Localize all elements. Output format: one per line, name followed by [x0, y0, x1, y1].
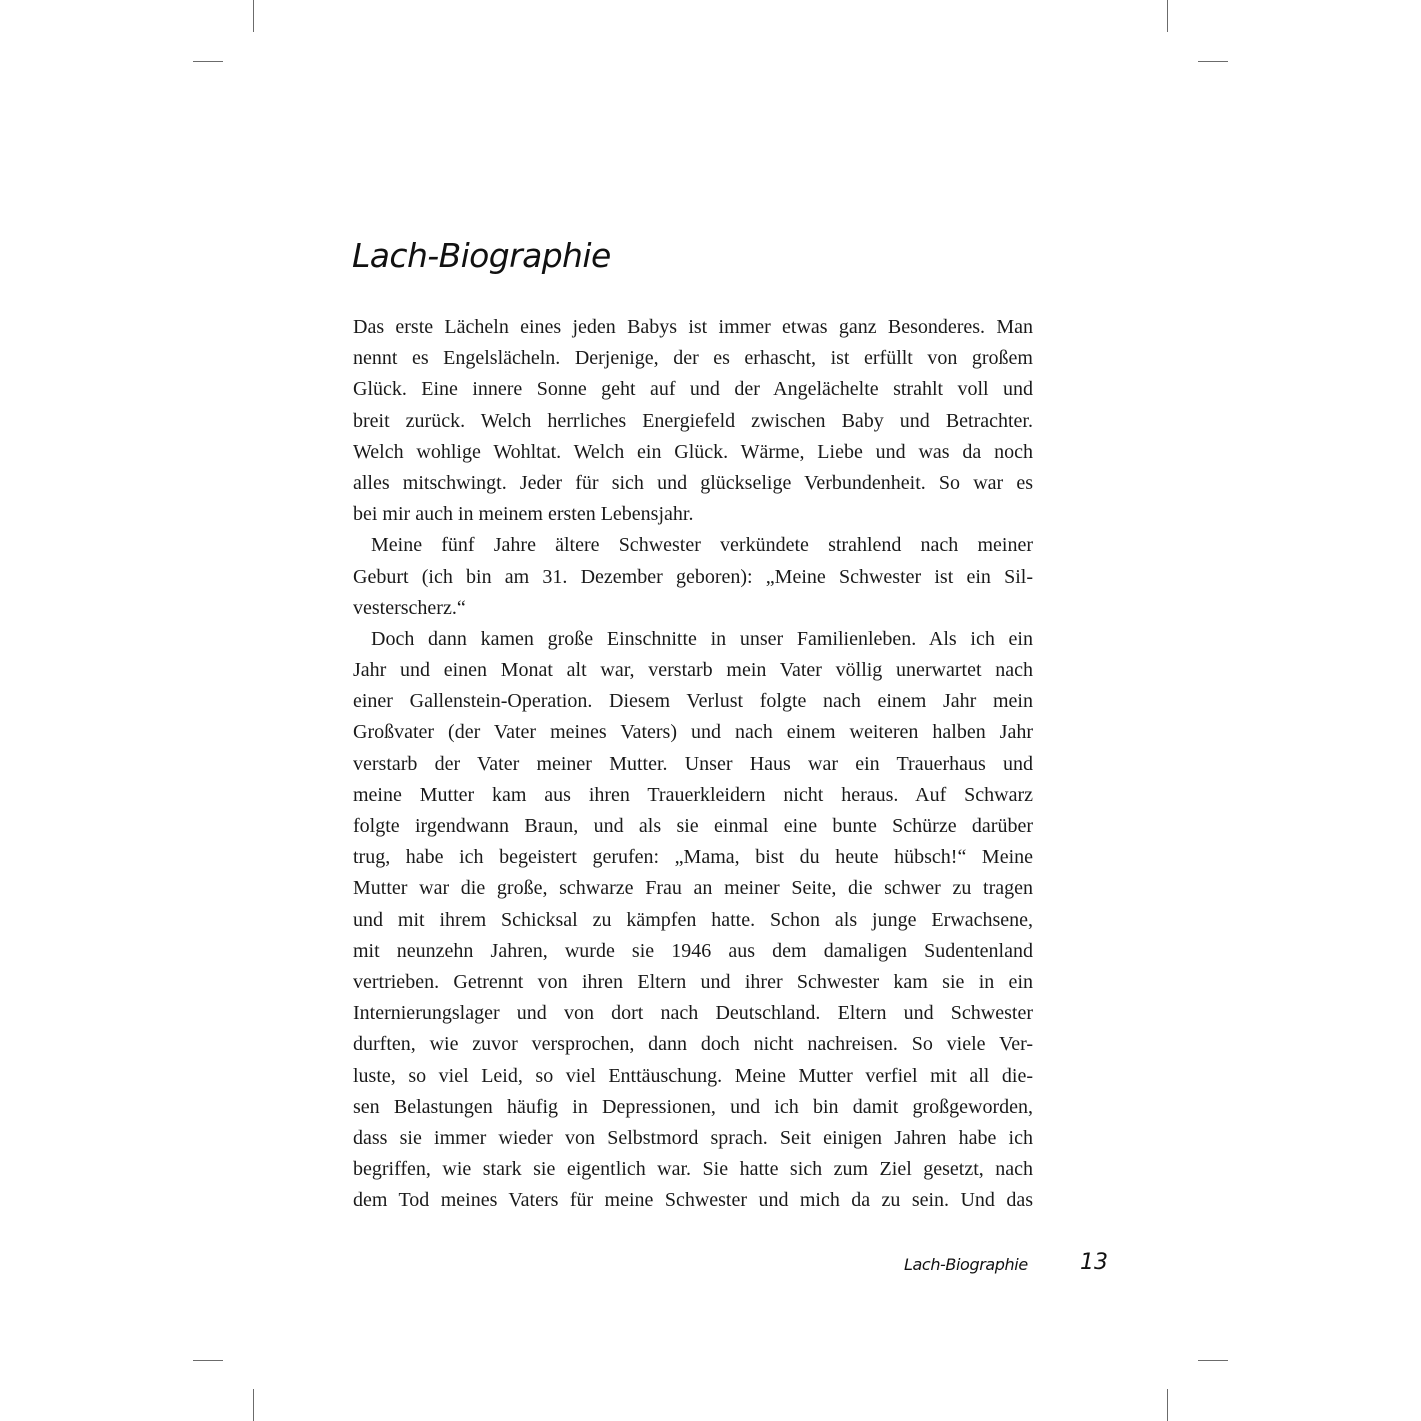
text-line: Großvater (der Vater meines Vaters) und nach einem weiteren halben Jahr	[353, 721, 1033, 744]
text-line: verstarb der Vater meiner Mutter. Unser Haus war ein Trauerhaus und	[353, 752, 1033, 775]
text-line: dem Tod meines Vaters für meine Schwester und mich da zu sein. Und das	[353, 1189, 1033, 1212]
text-line: Internierungslager und von dort nach Deutschland. Eltern und Schwester	[353, 1002, 1033, 1025]
text-line: bei mir auch in meinem ersten Lebensjahr.	[353, 503, 694, 526]
text-line: einer Gallenstein-Operation. Diesem Verlust folgte nach einem Jahr mein	[353, 690, 1033, 713]
text-line: nennt es Engelslächeln. Derjenige, der es erhascht, ist erfüllt von großem	[353, 347, 1033, 370]
page-number: 13	[1080, 1250, 1108, 1275]
text-line: Doch dann kamen große Einschnitte in unser Familienleben. Als ich ein	[371, 627, 1033, 650]
crop-mark-right-top	[1198, 61, 1228, 62]
text-line: vesterscherz.“	[353, 596, 466, 619]
text-line: Meine fünf Jahre ältere Schwester verkündete strahlend nach meiner	[371, 534, 1033, 557]
body-text	[353, 312, 1033, 1216]
text-line: Geburt (ich bin am 31. Dezember geboren): „Meine Schwester ist ein Sil-	[353, 565, 1033, 588]
text-line: Jahr und einen Monat alt war, verstarb mein Vater völlig unerwartet nach	[353, 659, 1033, 682]
crop-mark-bottom-left	[253, 1389, 254, 1421]
running-footer-title: Lach-Biographie	[904, 1255, 1028, 1274]
text-line: Mutter war die große, schwarze Frau an meiner Seite, die schwer zu tragen	[353, 877, 1033, 900]
chapter-title: Lach-Biographie	[352, 236, 611, 275]
text-line: und mit ihrem Schicksal zu kämpfen hatte. Schon als junge Erwachsene,	[353, 908, 1033, 931]
crop-mark-left-bottom	[193, 1360, 223, 1361]
text-line: folgte irgendwann Braun, und als sie einmal eine bunte Schürze darüber	[353, 815, 1033, 837]
crop-mark-right-bottom	[1198, 1360, 1228, 1361]
text-line: sen Belastungen häufig in Depressionen, und ich bin damit großgeworden,	[353, 1095, 1033, 1118]
text-line: dass sie immer wieder von Selbstmord sprach. Seit einigen Jahren habe ich	[353, 1126, 1033, 1149]
text-line: trug, habe ich begeistert gerufen: „Mama, bist du heute hübsch!“ Meine	[353, 846, 1033, 869]
crop-mark-top-right	[1167, 0, 1168, 32]
text-line: alles mitschwingt. Jeder für sich und glückselige Verbundenheit. So war es	[353, 471, 1033, 494]
text-line: begriffen, wie stark sie eigentlich war. Sie hatte sich zum Ziel gesetzt, nach	[353, 1158, 1033, 1181]
text-line: durften, wie zuvor versprochen, dann doch nicht nachreisen. So viele Ver-	[353, 1033, 1033, 1056]
text-line: breit zurück. Welch herrliches Energiefeld zwischen Baby und Betrachter.	[353, 409, 1033, 432]
text-line: mit neunzehn Jahren, wurde sie 1946 aus dem damaligen Sudentenland	[353, 939, 1033, 962]
text-line: luste, so viel Leid, so viel Enttäuschung. Meine Mutter verfiel mit all die-	[353, 1064, 1033, 1087]
crop-mark-top-left	[253, 0, 254, 32]
crop-mark-bottom-right	[1167, 1389, 1168, 1421]
text-line: vertrieben. Getrennt von ihren Eltern und ihrer Schwester kam sie in ein	[353, 970, 1033, 993]
text-line: Welch wohlige Wohltat. Welch ein Glück. Wärme, Liebe und was da noch	[353, 440, 1033, 463]
crop-mark-left-top	[193, 61, 223, 62]
text-line: Das erste Lächeln eines jeden Babys ist immer etwas ganz Besonderes. Man	[353, 316, 1033, 338]
text-line: meine Mutter kam aus ihren Trauerkleidern nicht heraus. Auf Schwarz	[353, 783, 1033, 806]
text-line: Glück. Eine innere Sonne geht auf und der Angelächelte strahlt voll und	[353, 378, 1033, 401]
